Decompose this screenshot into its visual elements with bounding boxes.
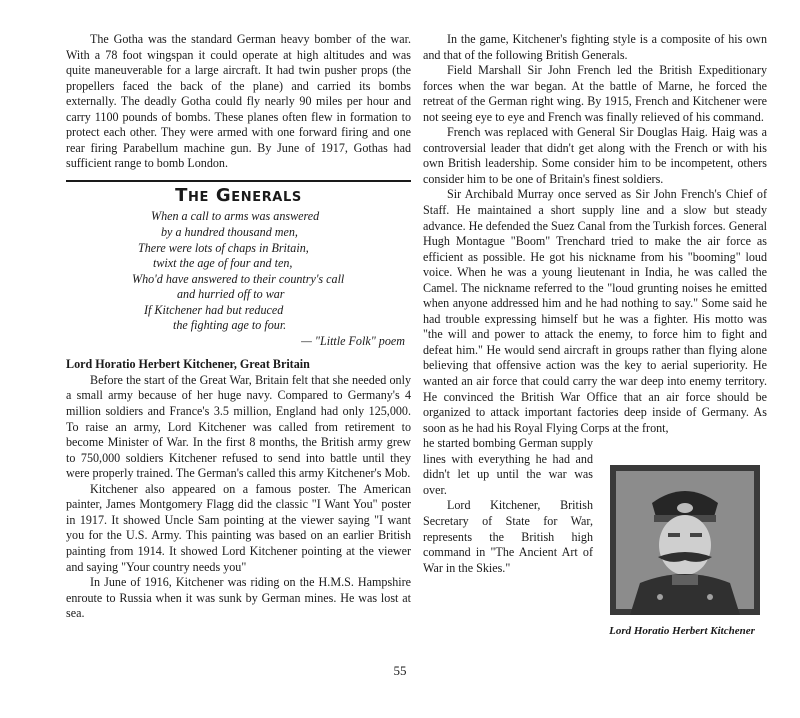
kitchener-paragraph-1: Before the start of the Great War, Britain felt that she needed only a small army because of her huge navy. Compared to Germany's 4 million soldiers and France's 3.5 million, England had only 125,000. To raise an army, Lord Kitchener was called from retirement to become Minister of War. In the first 8 months, the British army grew to 750,000 soldiers Kitchener refused to send into battle until they were properly trained. The German's called this army Kitchener's Mob. xyxy=(66,372,411,481)
left-column xyxy=(66,32,411,622)
kitchener-paragraph-2: Kitchener also appeared on a famous poster. The American painter, James Montgomery Flagg did the classic "I Want You" poster in 1917. It showed Uncle Sam pointing at the viewer saying "I want you for the U.S. Army. This painting was based on an earlier British painting from 1914. It showed Lord Kitchener pointing at the viewer and saying "Your country needs you" xyxy=(66,481,411,574)
kitchener-paragraph-3: In June of 1916, Kitchener was riding on the H.M.S. Hampshire enroute to Russia when it was sunk by German mines. He was lost at sea. xyxy=(66,575,411,621)
poem xyxy=(66,209,411,349)
section-divider xyxy=(66,180,411,182)
kitchener-portrait-figure xyxy=(598,465,766,637)
poem-line: If Kitchener had but reduced xyxy=(144,302,284,317)
french-paragraph: Field Marshall Sir John French led the British Expeditionary forces when the war began. At the battle of Marne, he forced the retreat of the German right wing. By 1915, French and Kitchener were not seeing eye to eye and French was finally relieved of his command. xyxy=(423,63,767,124)
poem-line: by a hundred thousand men, xyxy=(161,225,298,240)
poem-line: the fighting age to four. xyxy=(173,318,287,333)
poem-line: and hurried off to war xyxy=(177,287,285,302)
poem-line: When a call to arms was answered xyxy=(151,209,320,224)
gotha-paragraph: The Gotha was the standard German heavy bomber of the war. With a 78 foot wingspan it could operate at high altitudes and was quite maneuverable for a large aircraft. It had twin pusher props (the propellers faced the back of the plane) and carried its bombs externally. The deadly Gotha could fly nearly 90 miles per hour and carry 1100 pounds of bombs. These planes often flew in formation to protect each other. They were armed with one forward firing and one rear firing Parabellum machine gun. By June of 1917, Gothas had sufficient range to bomb London. xyxy=(66,32,411,171)
portrait-caption: Lord Horatio Herbert Kitchener xyxy=(609,625,755,637)
closing-paragraph: Lord Kitchener, British Secretary of State for War, represents the British high command in "The Ancient Art of War in the Skies." xyxy=(423,498,593,575)
generals-intro-paragraph: In the game, Kitchener's fighting style is a composite of his own and that of the following British Generals. xyxy=(423,32,767,62)
haig-paragraph: French was replaced with General Sir Douglas Haig. Haig was a controversial leader that didn't get along with the French or with his own British leadership. Some consider him to be incompetent, others consider him to be one of Britain's finest soldiers. xyxy=(423,125,767,186)
page-number: 55 xyxy=(393,663,407,678)
poem-attribution: — "Little Folk" poem xyxy=(301,333,405,348)
trenchard-continued: he started bombing German supply lines with everything he had and didn't let up until the war was over. xyxy=(423,436,593,497)
kitchener-portrait-image xyxy=(610,465,760,615)
poem-line: twixt the age of four and ten, xyxy=(153,256,293,271)
poem-line: There were lots of chaps in Britain, xyxy=(138,240,309,255)
section-title: The Generals xyxy=(175,184,302,206)
poem-line: Who'd have answered to their country's call xyxy=(132,271,345,286)
kitchener-subheading: Lord Horatio Herbert Kitchener, Great Britain xyxy=(66,357,310,372)
portrait-illustration xyxy=(610,465,760,615)
murray-trenchard-paragraph: Sir Archibald Murray once served as Sir John French's Chief of Staff. He maintained a short supply line and a slow but steady advance. He defended the Suez Canal from the Turkish forces. General Hugh Montague "Boom" Trenchard tried to make the air force as efficient as possible. He got his nickname from his "booming" loud voice. When he was a young lieutenant in India, he was called the Camel. The nickname referred to the "loud grunting noises he emitted when anyone addressed him and he had nothing to say." Some said he had trouble expressing himself but he was a fighter. His motto was "the will and power to attack the enemy, to force him to fight and defeat him." He would send aircraft in groups rather than flying alone believing that offensive action was the key to aerial superiority. He wanted an air force that could carry the war deep into enemy territory. He convinced the British War Office that an air force should be organized to attack important factories deep inside of Germany. As soon as he had his Royal Flying Corps at the front, xyxy=(423,187,767,435)
